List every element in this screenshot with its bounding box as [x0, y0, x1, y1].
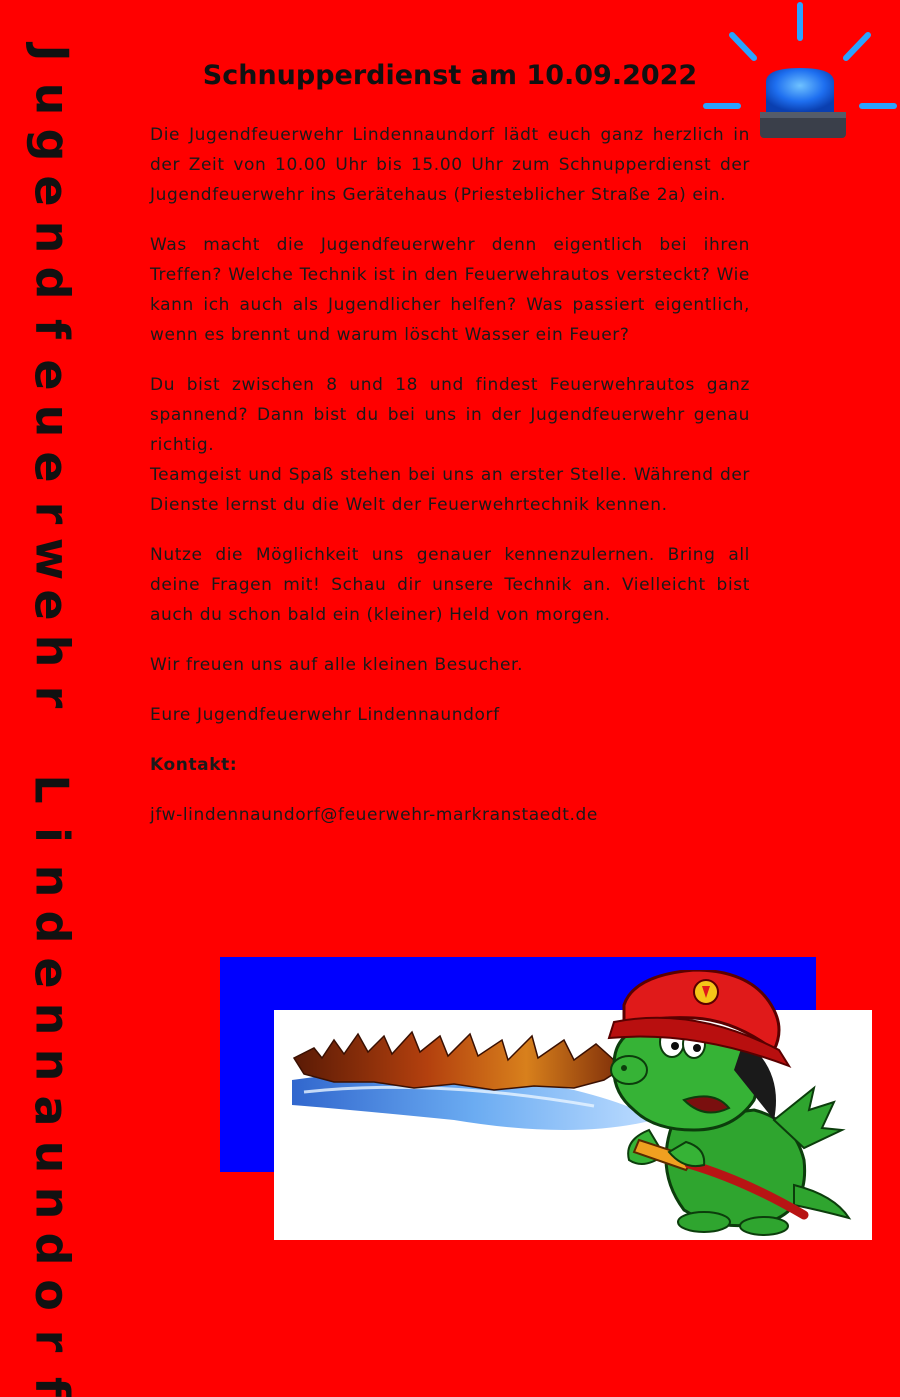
- side-title-letter: u: [25, 404, 79, 438]
- age-paragraph: Du bist zwischen 8 und 18 und findest Feuerwehrautos ganz spannend? Dann bist du bei uns in der Jugendfeuerwehr genau richtig.: [150, 375, 750, 455]
- side-title-letter: n: [25, 1002, 79, 1036]
- side-title-letter: u: [25, 1140, 79, 1174]
- side-title-letter: n: [25, 1186, 79, 1220]
- invitation-paragraph: Nutze die Möglichkeit uns genauer kennenzulernen. Bring all deine Fragen mit! Schau dir unsere Technik an. Vielleicht bist auch du schon bald ein (kleiner) Held von morgen.: [150, 545, 750, 625]
- teamspirit-paragraph: Teamgeist und Spaß stehen bei uns an erster Stelle. Während der Dienste lernst du die Welt der Feuerwehrtechnik kennen.: [150, 465, 750, 515]
- side-title-letter: o: [24, 1279, 79, 1311]
- questions-paragraph: Was macht die Jugendfeuerwehr denn eigentlich bei ihren Treffen? Welche Technik ist in den Feuerwehrautos versteckt? Wie kann ich auch als Jugendlicher helfen? Was passiert eigentlich, wenn es brennt und warum löscht Wasser ein Feuer?: [150, 235, 750, 345]
- contact-label: Kontakt:: [150, 755, 238, 775]
- firefighter-dragon-illustration: [274, 970, 872, 1240]
- side-title-letter: e: [24, 175, 79, 207]
- side-title-letter: n: [25, 220, 79, 254]
- side-title-letter: i: [25, 827, 79, 843]
- side-title-letter: n: [25, 1048, 79, 1082]
- page-title: Schnupperdienst am 10.09.2022: [202, 60, 698, 91]
- contact-email-link[interactable]: jfw-lindennaundorf@feuerwehr-markranstaedt.de: [150, 805, 598, 825]
- side-title-letter: n: [25, 864, 79, 898]
- side-title-letter: h: [25, 634, 79, 668]
- side-title-letter: r: [25, 501, 79, 525]
- welcome-line: Wir freuen uns auf alle kleinen Besucher.: [150, 655, 524, 675]
- side-title-letter: u: [25, 82, 79, 116]
- side-title-letter: r: [25, 1329, 79, 1353]
- intro-paragraph: Die Jugendfeuerwehr Lindennaundorf lädt euch ganz herzlich in der Zeit von 10.00 Uhr bis 15.00 Uhr zum Schnupperdienst der Jugendfeuerwehr ins Gerätehaus (Priesteblicher Straße 2a) ein.: [150, 125, 750, 205]
- content-body: [150, 120, 750, 850]
- side-title-letter: L: [25, 774, 79, 804]
- side-title-letter: g: [25, 128, 79, 162]
- side-title-letter: e: [24, 957, 79, 989]
- side-title-letter: e: [24, 589, 79, 621]
- side-title-letter: w: [25, 537, 79, 581]
- side-title-letter: d: [25, 1232, 79, 1266]
- side-title-letter: d: [25, 266, 79, 300]
- side-title-letter: [29, 735, 75, 751]
- side-title-letter: f: [24, 1376, 79, 1397]
- vertical-side-title: [22, 30, 82, 1397]
- side-title-letter: e: [24, 451, 79, 483]
- side-title-letter: e: [24, 359, 79, 391]
- side-title-letter: a: [24, 1095, 79, 1127]
- side-title-letter: f: [24, 318, 79, 340]
- signature-line: Eure Jugendfeuerwehr Lindennaundorf: [150, 705, 500, 725]
- side-title-letter: J: [25, 44, 79, 62]
- side-title-letter: d: [25, 910, 79, 944]
- side-title-letter: r: [25, 685, 79, 709]
